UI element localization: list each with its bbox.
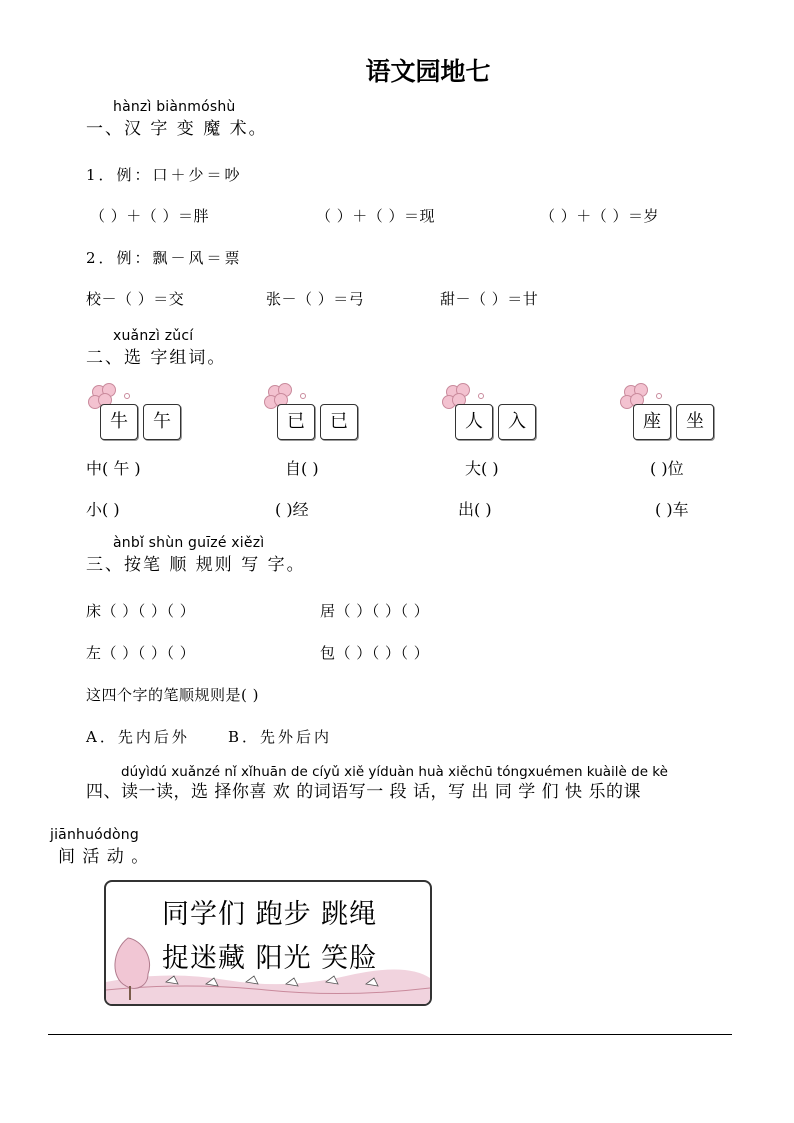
question2-item-1: 校－（ ）＝交 bbox=[86, 290, 185, 308]
section4-heading-line2: 间 活 动 。 bbox=[58, 847, 150, 867]
char-box: 牛 bbox=[100, 404, 138, 440]
option-a: A．先内后外 bbox=[86, 728, 190, 746]
word-blank: 自( ) bbox=[285, 459, 319, 478]
word-blank: ( )位 bbox=[650, 459, 684, 478]
word-blank: 大( ) bbox=[465, 459, 499, 478]
section3-pinyin: ànbǐ shùn guīzé xiězì bbox=[113, 535, 265, 551]
char-box: 座 bbox=[633, 404, 671, 440]
char-box: 已 bbox=[320, 404, 358, 440]
section1-heading: 一、汉 字 变 魔 术。 bbox=[86, 119, 268, 139]
char-box: 人 bbox=[455, 404, 493, 440]
stroke-order-question: 这四个字的笔顺规则是( ) bbox=[86, 686, 259, 704]
word-bank-row-2: 捉迷藏 阳光 笑脸 bbox=[162, 943, 378, 974]
example2: 2．例：飘－风＝票 bbox=[86, 249, 243, 267]
char-box: 已 bbox=[277, 404, 315, 440]
section4-heading: 四、读一读，选 择你喜 欢 的词语写一 段 话，写 出 同 学 们 快 乐的课 bbox=[86, 782, 641, 802]
stroke-order-line: 床（ ）（ ）（ ） bbox=[86, 602, 196, 620]
char-box: 午 bbox=[143, 404, 181, 440]
question1-item-1: （ ）＋（ ）＝胖 bbox=[90, 207, 210, 225]
question1-item-2: （ ）＋（ ）＝现 bbox=[316, 207, 436, 225]
word-blank: ( )车 bbox=[655, 500, 689, 519]
section2-heading: 二、选 字组词。 bbox=[86, 348, 227, 368]
word-blank: ( )经 bbox=[275, 500, 309, 519]
section4-pinyin-line2: jiānhuódòng bbox=[50, 827, 139, 843]
section3-heading: 三、按笔 顺 规则 写 字。 bbox=[86, 555, 306, 575]
question1-item-3: （ ）＋（ ）＝岁 bbox=[540, 207, 660, 225]
word-blank: 出( ) bbox=[458, 500, 492, 519]
char-box: 坐 bbox=[676, 404, 714, 440]
page-title: 语文园地七 bbox=[365, 57, 491, 86]
stroke-order-line: 居（ ）（ ）（ ） bbox=[320, 602, 430, 620]
section4-pinyin: dúyìdú xuǎnzé nǐ xǐhuān de cíyǔ xiě yíduàn huà xiěchū tóngxuémen kuàilè de kè bbox=[121, 764, 668, 780]
char-box: 入 bbox=[498, 404, 536, 440]
option-b: B．先外后内 bbox=[228, 728, 333, 746]
word-bank-row-1: 同学们 跑步 跳绳 bbox=[162, 899, 378, 930]
stroke-order-line: 包（ ）（ ）（ ） bbox=[320, 644, 430, 662]
word-picture-box bbox=[104, 880, 432, 1006]
word-blank: 小( ) bbox=[86, 500, 120, 519]
section1-pinyin: hànzì biànmóshù bbox=[113, 99, 236, 115]
stroke-order-line: 左（ ）（ ）（ ） bbox=[86, 644, 196, 662]
bottom-rule bbox=[48, 1034, 732, 1035]
section2-pinyin: xuǎnzì zǔcí bbox=[113, 328, 194, 344]
word-blank: 中( 午 ) bbox=[86, 459, 141, 478]
example1: 1．例：口＋少＝吵 bbox=[86, 166, 243, 184]
question2-item-3: 甜－（ ）＝甘 bbox=[440, 290, 539, 308]
question2-item-2: 张－（ ）＝弓 bbox=[266, 290, 365, 308]
